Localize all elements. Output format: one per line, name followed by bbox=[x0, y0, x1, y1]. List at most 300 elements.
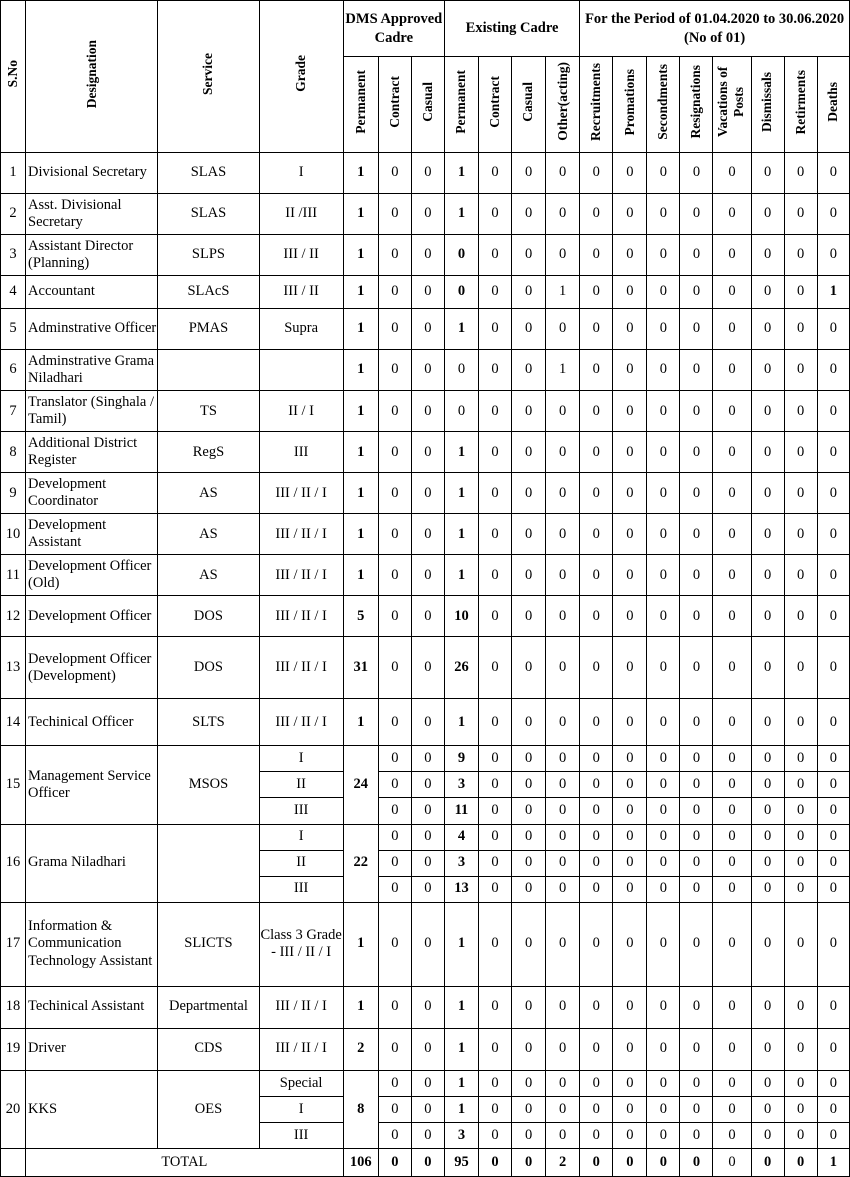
cell-value: 0 bbox=[647, 391, 680, 432]
cell-value: 0 bbox=[580, 514, 613, 555]
cell-value: 1 bbox=[817, 276, 849, 309]
cell-designation: Techinical Officer bbox=[26, 699, 158, 746]
cell-dms-casual: 0 bbox=[411, 194, 444, 235]
cell-value: 0 bbox=[784, 876, 817, 902]
cell-value: 0 bbox=[478, 432, 511, 473]
cell-value: 0 bbox=[713, 514, 751, 555]
cell-dms-contract: 0 bbox=[378, 309, 411, 350]
cell-value: 0 bbox=[478, 699, 511, 746]
cell-value: 0 bbox=[817, 850, 849, 876]
cell-value: 0 bbox=[512, 772, 546, 798]
cell-value: 0 bbox=[613, 986, 647, 1028]
table-row bbox=[1, 596, 850, 637]
cell-value: 0 bbox=[784, 824, 817, 850]
cell-value: 0 bbox=[680, 986, 713, 1028]
cell-value: 0 bbox=[680, 772, 713, 798]
cell-dms-permanent: 1 bbox=[343, 514, 378, 555]
cell-value: 0 bbox=[613, 772, 647, 798]
cell-value: 0 bbox=[784, 153, 817, 194]
header-existing-permanent: Permanent bbox=[444, 57, 478, 153]
cell-value: 0 bbox=[680, 555, 713, 596]
cell-value: 0 bbox=[784, 1096, 817, 1122]
cell-grade: II / I bbox=[259, 391, 343, 432]
cell-total-value: 0 bbox=[680, 1148, 713, 1176]
cell-value: 0 bbox=[647, 432, 680, 473]
cell-service bbox=[158, 824, 259, 902]
table-row bbox=[1, 350, 850, 391]
cell-existing-permanent: 1 bbox=[444, 699, 478, 746]
cell-existing-permanent: 1 bbox=[444, 1070, 478, 1096]
cell-value: 0 bbox=[817, 350, 849, 391]
cell-sno: 17 bbox=[1, 902, 26, 986]
header-period-vacations-of-posts: Vacations of Posts bbox=[713, 57, 751, 153]
cell-value: 0 bbox=[613, 432, 647, 473]
cell-value: 0 bbox=[817, 153, 849, 194]
cell-sno: 12 bbox=[1, 596, 26, 637]
cell-dms-contract: 0 bbox=[378, 798, 411, 824]
cell-value: 0 bbox=[580, 473, 613, 514]
table-row bbox=[1, 637, 850, 699]
cell-value: 0 bbox=[580, 350, 613, 391]
cell-value: 0 bbox=[613, 350, 647, 391]
cell-value: 0 bbox=[478, 902, 511, 986]
header-dms-permanent: Permanent bbox=[343, 57, 378, 153]
cell-dms-permanent: 1 bbox=[343, 391, 378, 432]
cell-value: 0 bbox=[751, 391, 784, 432]
cell-value: 0 bbox=[580, 391, 613, 432]
cell-dms-permanent: 2 bbox=[343, 1028, 378, 1070]
table-row bbox=[1, 1028, 850, 1070]
cell-dms-contract: 0 bbox=[378, 235, 411, 276]
cell-value: 0 bbox=[784, 798, 817, 824]
cell-dms-casual: 0 bbox=[411, 902, 444, 986]
cell-value: 0 bbox=[580, 432, 613, 473]
cell-value: 0 bbox=[784, 350, 817, 391]
cell-value: 0 bbox=[817, 1122, 849, 1148]
cell-value: 0 bbox=[512, 596, 546, 637]
cell-dms-contract: 0 bbox=[378, 1070, 411, 1096]
cell-value: 0 bbox=[784, 986, 817, 1028]
cell-dms-permanent: 22 bbox=[343, 824, 378, 902]
cell-value: 0 bbox=[613, 235, 647, 276]
cell-value: 0 bbox=[751, 798, 784, 824]
cell-value: 0 bbox=[478, 555, 511, 596]
cell-service: SLPS bbox=[158, 235, 259, 276]
cell-total-value: 0 bbox=[751, 1148, 784, 1176]
header-period-dismissals: Dismissals bbox=[751, 57, 784, 153]
cell-value: 0 bbox=[580, 1096, 613, 1122]
cell-grade: III / II bbox=[259, 235, 343, 276]
cell-existing-permanent: 1 bbox=[444, 902, 478, 986]
cell-value: 0 bbox=[546, 432, 580, 473]
cell-value: 0 bbox=[580, 309, 613, 350]
cell-value: 0 bbox=[546, 637, 580, 699]
cell-grade: III / II / I bbox=[259, 596, 343, 637]
cell-designation: KKS bbox=[26, 1070, 158, 1148]
cell-value: 0 bbox=[713, 194, 751, 235]
cell-value: 0 bbox=[680, 391, 713, 432]
table-row bbox=[1, 235, 850, 276]
cell-value: 0 bbox=[751, 309, 784, 350]
cell-dms-permanent: 24 bbox=[343, 746, 378, 824]
cell-existing-permanent: 0 bbox=[444, 350, 478, 391]
cell-total-value: 2 bbox=[546, 1148, 580, 1176]
cell-value: 0 bbox=[751, 850, 784, 876]
cell-value: 0 bbox=[580, 798, 613, 824]
cell-service: SLTS bbox=[158, 699, 259, 746]
cell-existing-permanent: 1 bbox=[444, 432, 478, 473]
cell-designation: Development Assistant bbox=[26, 514, 158, 555]
cell-value: 0 bbox=[647, 555, 680, 596]
cell-value: 0 bbox=[478, 798, 511, 824]
cell-sno: 16 bbox=[1, 824, 26, 902]
cell-grade: III / II / I bbox=[259, 555, 343, 596]
cell-value: 0 bbox=[751, 902, 784, 986]
table-row bbox=[1, 194, 850, 235]
cell-value: 0 bbox=[478, 1028, 511, 1070]
cell-value: 0 bbox=[647, 514, 680, 555]
cell-value: 0 bbox=[784, 772, 817, 798]
table-row bbox=[1, 555, 850, 596]
cell-existing-permanent: 0 bbox=[444, 276, 478, 309]
cell-dms-permanent: 1 bbox=[343, 194, 378, 235]
cell-value: 0 bbox=[512, 1122, 546, 1148]
cell-dms-casual: 0 bbox=[411, 350, 444, 391]
cell-designation: Development Coordinator bbox=[26, 473, 158, 514]
cell-service: AS bbox=[158, 555, 259, 596]
cell-value: 0 bbox=[580, 902, 613, 986]
cell-sno: 3 bbox=[1, 235, 26, 276]
cell-dms-casual: 0 bbox=[411, 637, 444, 699]
cell-dms-permanent: 1 bbox=[343, 350, 378, 391]
cell-service: PMAS bbox=[158, 309, 259, 350]
cell-dms-casual: 0 bbox=[411, 850, 444, 876]
cell-designation: Additional District Register bbox=[26, 432, 158, 473]
cell-existing-permanent: 0 bbox=[444, 235, 478, 276]
header-service: Service bbox=[158, 1, 259, 153]
cell-grade: III bbox=[259, 876, 343, 902]
cell-value: 0 bbox=[680, 1122, 713, 1148]
cell-value: 0 bbox=[680, 824, 713, 850]
cell-dms-contract: 0 bbox=[378, 850, 411, 876]
cell-value: 0 bbox=[817, 772, 849, 798]
cell-value: 0 bbox=[713, 473, 751, 514]
cell-grade: Class 3 Grade - III / II / I bbox=[259, 902, 343, 986]
cell-value: 0 bbox=[580, 235, 613, 276]
cell-value: 0 bbox=[580, 824, 613, 850]
cell-dms-contract: 0 bbox=[378, 596, 411, 637]
cell-value: 0 bbox=[580, 555, 613, 596]
cell-value: 0 bbox=[680, 432, 713, 473]
cell-value: 0 bbox=[817, 1070, 849, 1096]
cell-value: 0 bbox=[680, 746, 713, 772]
cell-dms-contract: 0 bbox=[378, 514, 411, 555]
cell-value: 0 bbox=[751, 153, 784, 194]
cell-value: 0 bbox=[580, 850, 613, 876]
cell-grade: III / II / I bbox=[259, 986, 343, 1028]
cell-service: DOS bbox=[158, 637, 259, 699]
cell-grade: III bbox=[259, 1122, 343, 1148]
cell-value: 0 bbox=[647, 902, 680, 986]
cell-dms-casual: 0 bbox=[411, 1096, 444, 1122]
cell-value: 0 bbox=[647, 1122, 680, 1148]
cell-value: 0 bbox=[751, 876, 784, 902]
cell-dms-contract: 0 bbox=[378, 986, 411, 1028]
cell-value: 0 bbox=[680, 235, 713, 276]
cell-value: 0 bbox=[580, 276, 613, 309]
cell-grade: III / II / I bbox=[259, 637, 343, 699]
cell-value: 0 bbox=[751, 772, 784, 798]
cell-value: 0 bbox=[647, 1096, 680, 1122]
cell-value: 0 bbox=[751, 555, 784, 596]
cell-value: 0 bbox=[647, 824, 680, 850]
cell-value: 0 bbox=[546, 1070, 580, 1096]
cell-value: 0 bbox=[680, 194, 713, 235]
cell-dms-casual: 0 bbox=[411, 876, 444, 902]
cell-dms-permanent: 1 bbox=[343, 555, 378, 596]
cell-sno: 18 bbox=[1, 986, 26, 1028]
cell-value: 0 bbox=[713, 798, 751, 824]
cell-value: 0 bbox=[512, 432, 546, 473]
cell-value: 0 bbox=[580, 637, 613, 699]
cell-value: 0 bbox=[512, 194, 546, 235]
cell-dms-permanent: 1 bbox=[343, 699, 378, 746]
cell-dms-contract: 0 bbox=[378, 194, 411, 235]
cell-value: 0 bbox=[817, 596, 849, 637]
header-period-resignations: Resignations bbox=[680, 57, 713, 153]
cell-sno: 2 bbox=[1, 194, 26, 235]
cell-sno: 4 bbox=[1, 276, 26, 309]
cell-value: 0 bbox=[546, 1028, 580, 1070]
cell-value: 0 bbox=[647, 637, 680, 699]
cell-value: 0 bbox=[478, 824, 511, 850]
cell-value: 0 bbox=[512, 637, 546, 699]
cell-existing-permanent: 1 bbox=[444, 555, 478, 596]
cell-total-value: 0 bbox=[378, 1148, 411, 1176]
cell-value: 0 bbox=[784, 637, 817, 699]
cell-value: 1 bbox=[546, 276, 580, 309]
cell-grade: III / II / I bbox=[259, 473, 343, 514]
cell-value: 0 bbox=[478, 772, 511, 798]
cell-value: 0 bbox=[647, 235, 680, 276]
cell-value: 0 bbox=[580, 986, 613, 1028]
cell-value: 0 bbox=[546, 798, 580, 824]
cell-designation: Development Officer (Old) bbox=[26, 555, 158, 596]
cell-value: 0 bbox=[580, 772, 613, 798]
cell-value: 0 bbox=[512, 391, 546, 432]
cell-value: 0 bbox=[751, 746, 784, 772]
cell-grade: I bbox=[259, 1096, 343, 1122]
cell-value: 0 bbox=[817, 1096, 849, 1122]
cell-value: 0 bbox=[647, 798, 680, 824]
cell-value: 0 bbox=[751, 637, 784, 699]
table-row bbox=[1, 902, 850, 986]
cell-grade: III / II / I bbox=[259, 1028, 343, 1070]
cell-dms-casual: 0 bbox=[411, 473, 444, 514]
cell-value: 0 bbox=[817, 432, 849, 473]
cell-value: 0 bbox=[478, 1096, 511, 1122]
cell-value: 0 bbox=[546, 824, 580, 850]
cell-value: 0 bbox=[713, 746, 751, 772]
cell-total-value: 0 bbox=[580, 1148, 613, 1176]
cell-sno: 8 bbox=[1, 432, 26, 473]
table-row bbox=[1, 432, 850, 473]
cell-value: 0 bbox=[613, 876, 647, 902]
cell-existing-permanent: 1 bbox=[444, 194, 478, 235]
cell-total-value: 1 bbox=[817, 1148, 849, 1176]
cell-dms-casual: 0 bbox=[411, 514, 444, 555]
cell-grade: II bbox=[259, 772, 343, 798]
cell-value: 0 bbox=[817, 746, 849, 772]
cell-value: 0 bbox=[546, 986, 580, 1028]
cell-existing-permanent: 13 bbox=[444, 876, 478, 902]
cell-service: AS bbox=[158, 473, 259, 514]
cell-value: 0 bbox=[580, 1028, 613, 1070]
cell-value: 0 bbox=[680, 1028, 713, 1070]
cell-value: 0 bbox=[647, 1070, 680, 1096]
cell-value: 0 bbox=[613, 555, 647, 596]
cell-value: 0 bbox=[512, 153, 546, 194]
cell-dms-contract: 0 bbox=[378, 555, 411, 596]
cell-value: 0 bbox=[713, 555, 751, 596]
cell-value: 0 bbox=[512, 350, 546, 391]
cell-value: 0 bbox=[751, 1028, 784, 1070]
cell-grade: I bbox=[259, 153, 343, 194]
cell-service: OES bbox=[158, 1070, 259, 1148]
cell-value: 0 bbox=[680, 153, 713, 194]
cell-dms-permanent: 1 bbox=[343, 473, 378, 514]
table-row bbox=[1, 1070, 850, 1096]
cell-value: 0 bbox=[817, 235, 849, 276]
cell-value: 0 bbox=[478, 309, 511, 350]
cell-grade: III / II / I bbox=[259, 514, 343, 555]
cell-value: 0 bbox=[512, 309, 546, 350]
cell-value: 0 bbox=[546, 309, 580, 350]
table-row bbox=[1, 746, 850, 772]
cell-sno: 7 bbox=[1, 391, 26, 432]
cell-value: 0 bbox=[512, 1070, 546, 1096]
cell-value: 0 bbox=[784, 746, 817, 772]
cell-value: 0 bbox=[784, 1122, 817, 1148]
cell-value: 0 bbox=[680, 1070, 713, 1096]
cell-service: TS bbox=[158, 391, 259, 432]
cell-value: 0 bbox=[817, 876, 849, 902]
cell-value: 0 bbox=[817, 798, 849, 824]
cell-existing-permanent: 9 bbox=[444, 746, 478, 772]
cell-dms-contract: 0 bbox=[378, 276, 411, 309]
cell-value: 0 bbox=[784, 902, 817, 986]
cell-value: 0 bbox=[512, 986, 546, 1028]
cell-dms-casual: 0 bbox=[411, 772, 444, 798]
cell-designation: Grama Niladhari bbox=[26, 824, 158, 902]
cell-value: 0 bbox=[478, 1070, 511, 1096]
cell-grade: II /III bbox=[259, 194, 343, 235]
cell-existing-permanent: 3 bbox=[444, 772, 478, 798]
cell-value: 0 bbox=[613, 309, 647, 350]
cell-value: 0 bbox=[784, 596, 817, 637]
table-row bbox=[1, 699, 850, 746]
cell-dms-casual: 0 bbox=[411, 746, 444, 772]
cell-sno: 14 bbox=[1, 699, 26, 746]
cell-dms-permanent: 1 bbox=[343, 309, 378, 350]
cell-sno: 5 bbox=[1, 309, 26, 350]
cell-value: 0 bbox=[784, 276, 817, 309]
cell-total-value: 0 bbox=[512, 1148, 546, 1176]
cell-existing-permanent: 1 bbox=[444, 514, 478, 555]
cell-value: 0 bbox=[751, 194, 784, 235]
cell-value: 0 bbox=[817, 986, 849, 1028]
header-dms-approved: DMS Approved Cadre bbox=[343, 1, 444, 57]
cell-value: 0 bbox=[546, 902, 580, 986]
cell-value: 0 bbox=[817, 699, 849, 746]
table-row bbox=[1, 309, 850, 350]
cell-value: 0 bbox=[613, 391, 647, 432]
cell-existing-permanent: 11 bbox=[444, 798, 478, 824]
cell-value: 0 bbox=[546, 699, 580, 746]
cell-value: 0 bbox=[647, 850, 680, 876]
cell-value: 0 bbox=[613, 596, 647, 637]
header-row-1 bbox=[1, 1, 850, 57]
cell-value: 0 bbox=[613, 798, 647, 824]
cell-designation: Translator (Singhala / Tamil) bbox=[26, 391, 158, 432]
cell-grade: III bbox=[259, 432, 343, 473]
cell-value: 0 bbox=[478, 986, 511, 1028]
total-row bbox=[1, 1148, 850, 1176]
cell-value: 0 bbox=[713, 235, 751, 276]
header-period-deaths: Deaths bbox=[817, 57, 849, 153]
cell-value: 0 bbox=[478, 473, 511, 514]
cell-grade: I bbox=[259, 746, 343, 772]
cell-existing-permanent: 0 bbox=[444, 391, 478, 432]
cell-value: 0 bbox=[512, 902, 546, 986]
cell-grade: Special bbox=[259, 1070, 343, 1096]
cell-value: 0 bbox=[613, 514, 647, 555]
cell-value: 0 bbox=[751, 1122, 784, 1148]
header-existing-contract: Contract bbox=[478, 57, 511, 153]
cell-value: 0 bbox=[613, 1070, 647, 1096]
cell-value: 0 bbox=[817, 824, 849, 850]
cell-dms-contract: 0 bbox=[378, 1028, 411, 1070]
cell-value: 0 bbox=[713, 309, 751, 350]
cell-designation: Information & Communication Technology Assistant bbox=[26, 902, 158, 986]
cell-value: 0 bbox=[647, 194, 680, 235]
cell-value: 0 bbox=[713, 902, 751, 986]
cell-total-value: 0 bbox=[478, 1148, 511, 1176]
cell-value: 0 bbox=[613, 1028, 647, 1070]
cell-value: 0 bbox=[546, 1096, 580, 1122]
cell-value: 0 bbox=[680, 902, 713, 986]
cell-existing-permanent: 4 bbox=[444, 824, 478, 850]
cell-service: DOS bbox=[158, 596, 259, 637]
cell-value: 0 bbox=[512, 514, 546, 555]
cell-value: 0 bbox=[647, 876, 680, 902]
cell-value: 0 bbox=[580, 153, 613, 194]
header-sno: S.No bbox=[1, 1, 26, 153]
cell-value: 0 bbox=[784, 309, 817, 350]
cell-value: 0 bbox=[784, 699, 817, 746]
total-label: TOTAL bbox=[26, 1148, 344, 1176]
cell-total-value: 0 bbox=[784, 1148, 817, 1176]
cell-value: 0 bbox=[478, 876, 511, 902]
cell-service: RegS bbox=[158, 432, 259, 473]
cell-value: 0 bbox=[647, 699, 680, 746]
cell-service: AS bbox=[158, 514, 259, 555]
cell-value: 0 bbox=[512, 235, 546, 276]
cell-total-value: 95 bbox=[444, 1148, 478, 1176]
cell-existing-permanent: 3 bbox=[444, 850, 478, 876]
cell-dms-permanent: 1 bbox=[343, 235, 378, 276]
cell-value: 0 bbox=[546, 391, 580, 432]
